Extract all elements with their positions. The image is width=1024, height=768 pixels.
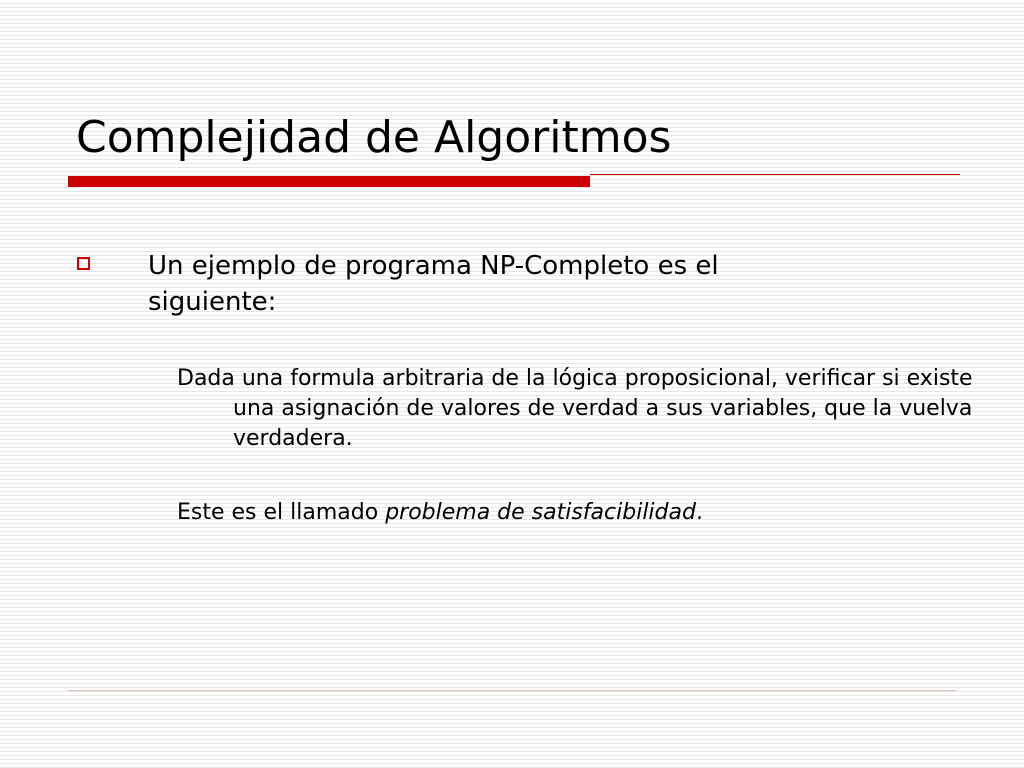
definition-paragraph: Dada una formula arbitraria de la lógica proposicional, verificar si existe una asignación de valores de verdad a sus variables, que la vuelva verdadera. [177,366,973,451]
slide-title: Complejidad de Algoritmos [76,112,672,163]
title-underline-thick [68,176,590,187]
title-underline-thin [590,174,960,175]
conclusion-paragraph [177,498,1013,528]
conclusion-prefix: Este es el llamado [177,500,386,525]
footer-divider [68,690,956,691]
conclusion-suffix: . [695,500,703,525]
bullet-text: Un ejemplo de programa NP-Completo es el siguiente: [148,251,719,317]
square-bullet-icon [77,257,90,270]
conclusion-emphasis: problema de satisfacibilidad [385,500,696,525]
